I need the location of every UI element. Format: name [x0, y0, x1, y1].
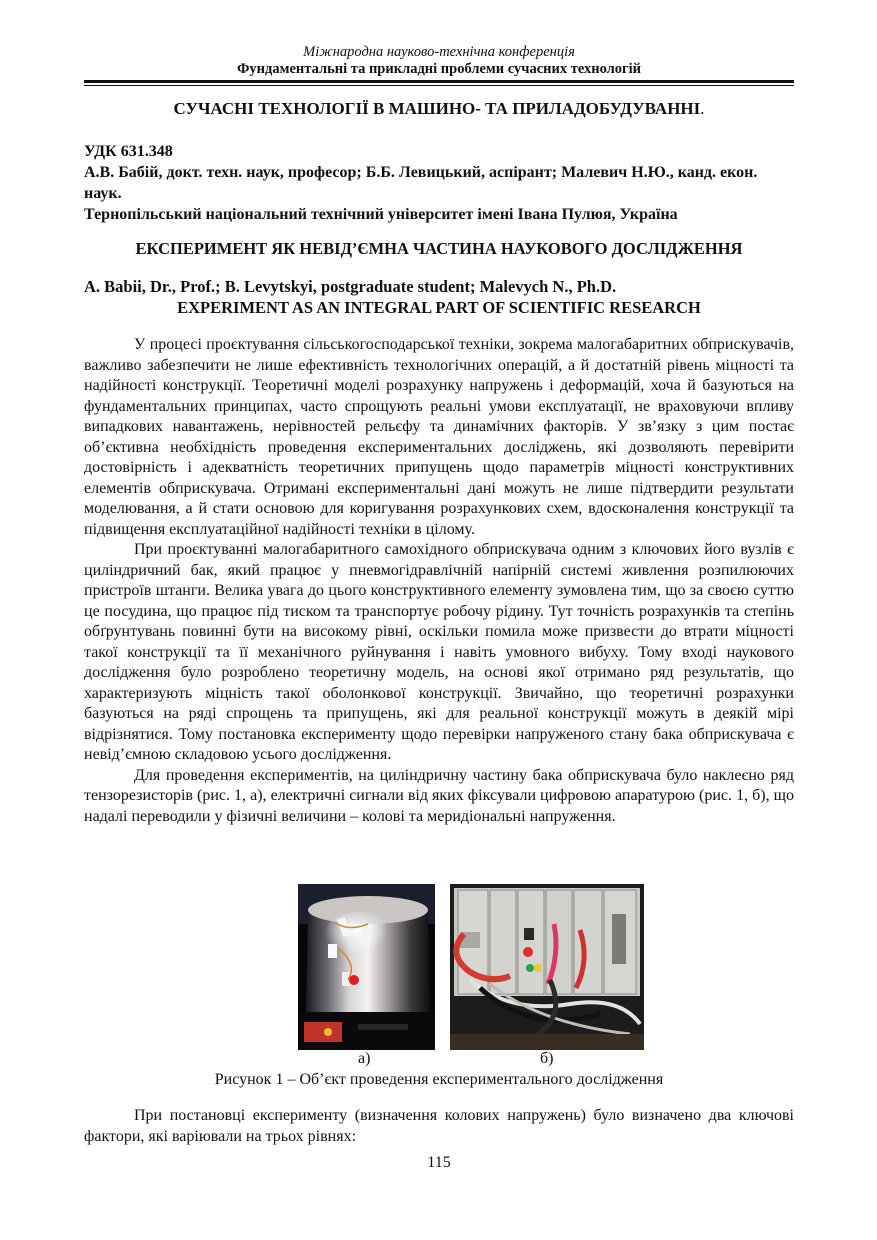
- page-number: 115: [427, 1154, 451, 1171]
- paragraph: При постановці експерименту (визначення колових напружень) було визначено два ключові фактори, які варіювали на трьох рівнях:: [84, 1107, 794, 1145]
- english-header: [84, 276, 794, 318]
- affiliation: Тернопільський національний технічний університет імені Івана Пулюя, Україна: [84, 206, 678, 223]
- section-title: [84, 99, 794, 119]
- tank-photo-image: [298, 884, 435, 1050]
- authors-en: A. Babii, Dr., Prof.; B. Levytskyi, postgraduate student; Malevych N., Ph.D.: [84, 277, 617, 296]
- article-title-ua: ЕКСПЕРИМЕНТ ЯК НЕВІД’ЄМНА ЧАСТИНА НАУКОВОГО ДОСЛІДЖЕННЯ: [135, 239, 743, 258]
- figure-label-b: б): [540, 1050, 554, 1067]
- section-title-period: .: [700, 99, 705, 118]
- equipment-photo-image: [450, 884, 644, 1050]
- article-meta: [84, 141, 794, 225]
- conference-name: Міжнародна науково-технічна конференція: [303, 44, 575, 60]
- running-header: [84, 44, 794, 78]
- tank-photo: [298, 884, 435, 1050]
- header-rule-thick: [84, 80, 794, 83]
- body-text: [84, 335, 794, 827]
- paragraph: Для проведення експериментів, на циліндричну частину бака обприскувача було наклеєно ряд тензорезисторів (рис. 1, а), електричні сигнали від яких фіксували цифровою апаратурою (рис. 1, б), що надалі переводили у фізичні величини – колові та меридіональні напруження.: [84, 766, 794, 825]
- paragraph: У процесі проєктування сільськогосподарської техніки, зокрема малогабаритних обприскувачів, важливо забезпечити не лише ефективність технологічних операцій, а й достатній рівень міцності та надійності конструкції. Теоретичні моделі розрахунку напружень і деформацій, хоча й базуються на фундаментальних принципах, часто спрощують реальні умови експлуатації, не враховуючи впливу випадкових навантажень, нерівностей рельєфу та динамічних факторів. У зв’язку з цим постає об’єктивна необхідність проведення експериментальних досліджень, які дозволяють перевірити достовірність і адекватність теоретичних припущень щодо параметрів міцності конструктивних елементів обприскувача. Отримані експериментальні дані можуть не лише підтвердити результати моделювання, а й стати основою для коригування розрахункових схем, вдосконалення конструкції та підвищення експлуатаційної надійності техніки в цілому.: [84, 336, 794, 538]
- body-text-continued: [84, 1106, 794, 1147]
- figure-label-a: а): [358, 1050, 371, 1067]
- conference-topic: Фундаментальні та прикладні проблеми сучасних технологій: [236, 61, 642, 77]
- article-title-en: EXPERIMENT AS AN INTEGRAL PART OF SCIENTIFIC RESEARCH: [177, 298, 701, 317]
- authors-ua: А.В. Бабій, докт. техн. наук, професор; Б.Б. Левицький, аспірант; Малевич Н.Ю., канд. екон. наук.: [84, 164, 758, 202]
- section-title-text: СУЧАСНІ ТЕХНОЛОГІЇ В МАШИНО- ТА ПРИЛАДОБУДУВАННІ: [173, 99, 701, 118]
- header-rule-thin: [84, 85, 794, 86]
- figure-caption: Рисунок 1 – Об’єкт проведення експериментального дослідження: [214, 1071, 664, 1088]
- equipment-photo: [450, 884, 644, 1050]
- udc-code: УДК 631.348: [84, 143, 173, 160]
- paragraph: При проєктуванні малогабаритного самохідного обприскувача одним з ключових його вузлів є циліндричний бак, який працює у пневмогідравлічній напірній системі живлення розпилюючих пристроїв штанги. Велика увага до цього конструктивного елементу зумовлена тим, що за своєю суттю це посудина, що працює під тиском та транспортує робочу рідину. Тут точність розрахунків та степінь обґрунтувань повинні бути на високому рівні, оскільки помила може призвести до втрати міцності такої конструкції та її механічного руйнування і навіть умовного вибуху. Тому вході наукового дослідження було розроблено теоретичну модель, на основі якої отримано ряд результатів, що характеризують міцність такої оболонкової конструкції. Звичайно, що теоретичні розрахунки базуються на ряді спрощень та припущень, які для реальної конструкції можуть в деякій мірі відрізнятися. Тому постановка експерименту щодо перевірки напруженого стану бака обприскувача є невід’ємною складовою усього дослідження.: [84, 541, 794, 763]
- figure-1: [0, 884, 877, 1050]
